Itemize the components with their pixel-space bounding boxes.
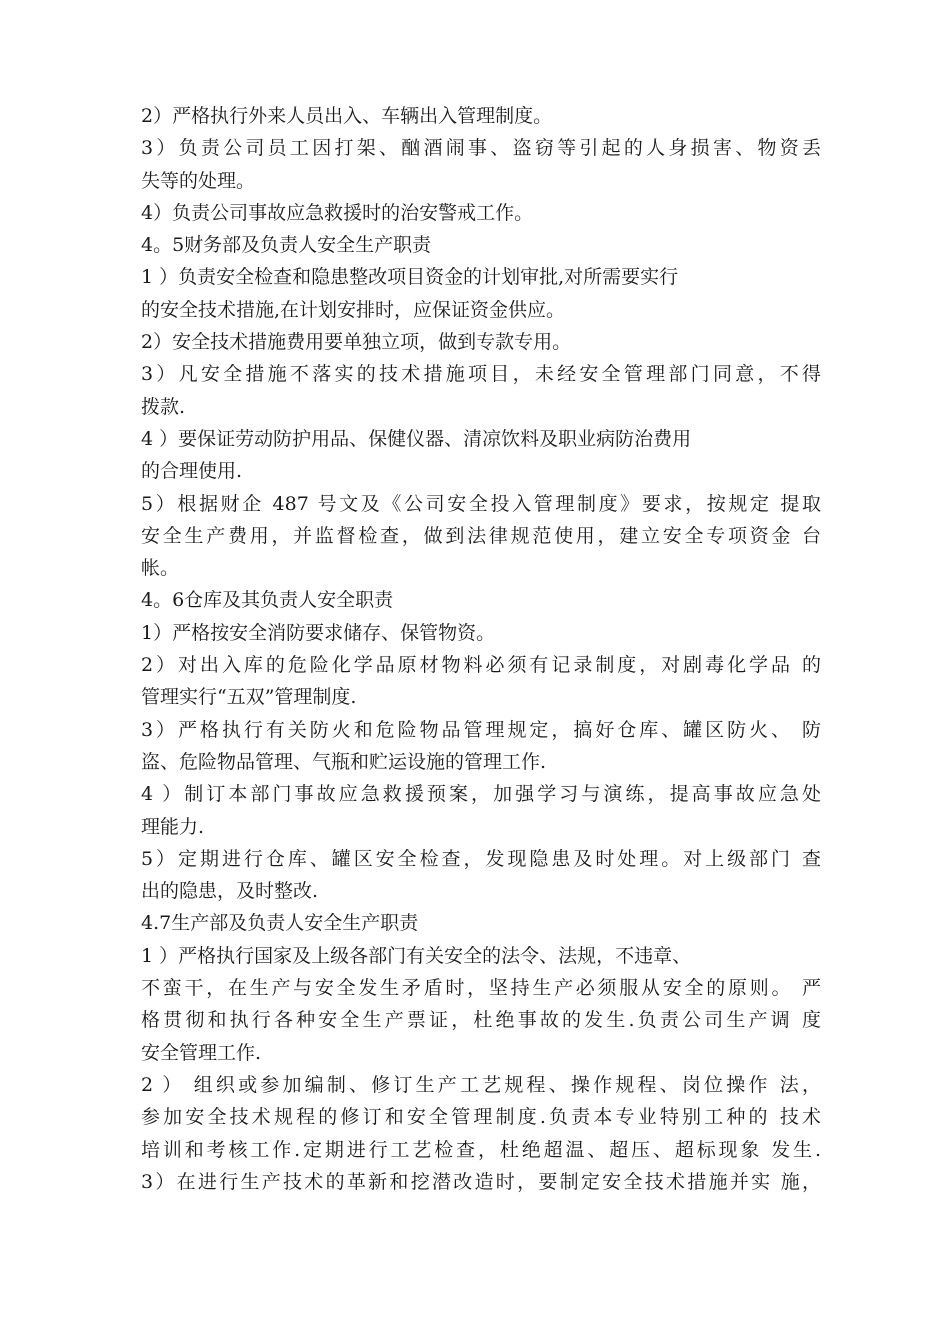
- text-line: 4。6仓库及其负责人安全职责: [141, 589, 394, 612]
- text-line: 1 ）严格执行国家及上级各部门有关安全的法令、法规，不违章、: [141, 944, 692, 967]
- text-line: 的安全技术措施,在计划安排时，应保证资金供应。: [141, 298, 566, 321]
- text-line: 不蛮干，在生产与安全发生矛盾时，坚持生产必须服从安全的原则。 严: [141, 977, 821, 1000]
- text-line: 2）安全技术措施费用要单独立项，做到专款专用。: [141, 331, 572, 354]
- text-line: 盗、危险物品管理、气瓶和贮运设施的管理工作.: [141, 750, 547, 773]
- text-line: 5）根据财企 487 号文及《公司安全投入管理制度》要求，按规定 提取: [141, 492, 821, 515]
- text-line: 2）对出入库的危险化学品原材物料必须有记录制度，对剧毒化学品 的: [141, 654, 821, 677]
- text-line: 参加安全技术规程的修订和安全管理制度.负责本专业特别工种的 技术: [141, 1106, 821, 1129]
- text-line: 管理实行“五双”管理制度.: [141, 686, 357, 709]
- text-line: 2）严格执行外来人员出入、车辆出入管理制度。: [141, 105, 553, 127]
- text-line: 培训和考核工作.定期进行工艺检查，杜绝超温、超压、超标现象 发生.: [141, 1138, 821, 1161]
- text-line: 1 ）负责安全检查和隐患整改项目资金的计划审批,对所需要实行: [141, 266, 679, 289]
- document-body: [141, 100, 821, 1198]
- text-line: 3）严格执行有关防火和危险物品管理规定，搞好仓库、罐区防火、 防: [141, 718, 821, 741]
- text-line: 4.7生产部及负责人安全生产职责: [141, 912, 419, 935]
- text-line: 4 ）制订本部门事故应急救援预案，加强学习与演练，提高事故应急处: [141, 783, 821, 806]
- text-line: 4 ）要保证劳动防护用品、保健仪器、清凉饮料及职业病防治费用: [141, 427, 692, 450]
- text-line: 失等的处理。: [141, 169, 256, 192]
- text-line: 安全管理工作.: [141, 1041, 262, 1064]
- text-line: 出的隐患，及时整改.: [141, 880, 319, 903]
- text-line: 3）凡安全措施不落实的技术措施项目，未经安全管理部门同意，不得: [141, 363, 821, 386]
- text-line: 4。5财务部及负责人安全生产职责: [141, 234, 432, 257]
- text-line: 4）负责公司事故应急救援时的治安警戒工作。: [141, 201, 534, 224]
- text-line: 的合理使用.: [141, 460, 243, 483]
- text-line: 帐。: [141, 557, 180, 580]
- text-line: 理能力.: [141, 815, 205, 838]
- text-line: 1）严格按安全消防要求储存、保管物资。: [141, 621, 496, 644]
- text-line: 5）定期进行仓库、罐区安全检查，发现隐患及时处理。对上级部门 查: [141, 847, 821, 870]
- text-line: 安全生产费用，并监督检查，做到法律规范使用，建立安全专项资金 台: [141, 524, 821, 547]
- text-line: 3）在进行生产技术的革新和挖潜改造时，要制定安全技术措施并实 施，: [141, 1170, 821, 1193]
- text-line: 3）负责公司员工因打架、酗酒闹事、盗窃等引起的人身损害、物资丢: [141, 137, 821, 160]
- text-line: 格贯彻和执行各种安全生产票证，杜绝事故的发生.负责公司生产调 度: [141, 1009, 821, 1032]
- text-line: 拨款.: [141, 395, 186, 418]
- text-line: 2 ） 组织或参加编制、修订生产工艺规程、操作规程、岗位操作 法，: [141, 1073, 821, 1096]
